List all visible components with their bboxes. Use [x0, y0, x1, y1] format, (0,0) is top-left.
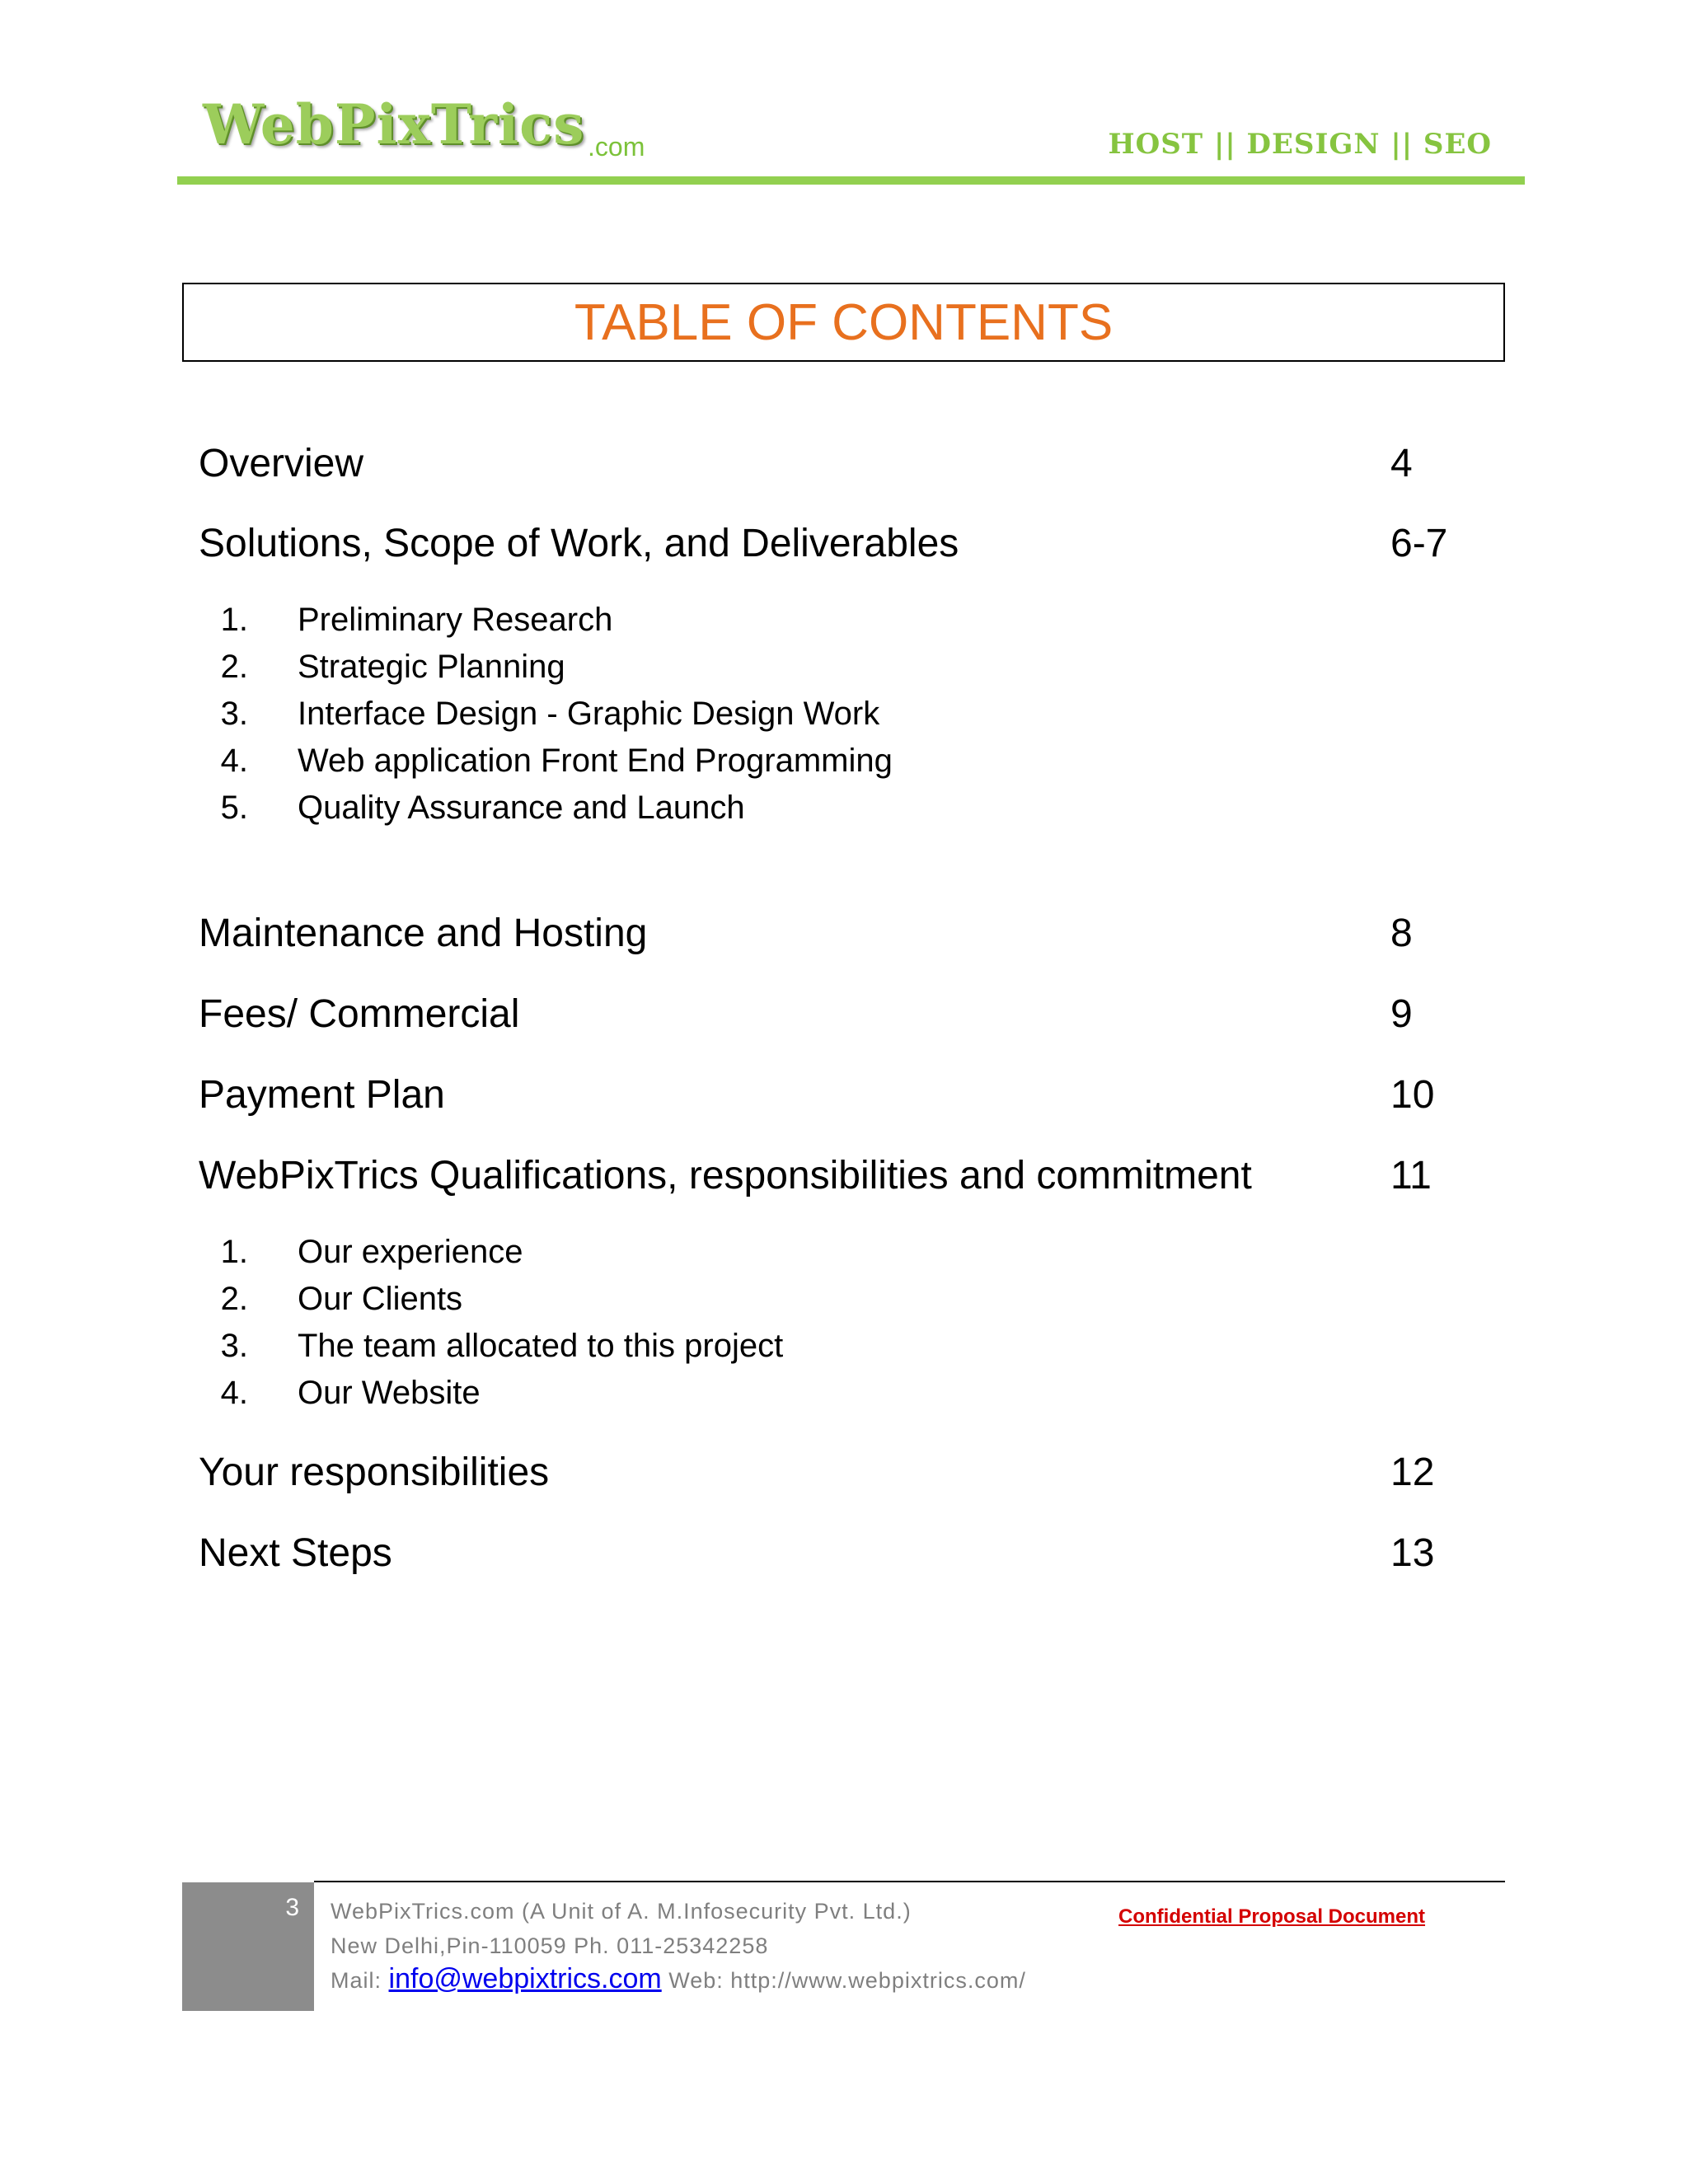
toc-entry-qualifications: WebPixTrics Qualifications, responsibilities and commitment: [199, 1154, 1252, 1197]
toc-page-maintenance: 8: [1390, 912, 1413, 955]
logo-domain-suffix: .com: [588, 132, 645, 162]
toc-entry-maintenance: Maintenance and Hosting: [199, 912, 648, 955]
toc-title: TABLE OF CONTENTS: [574, 293, 1114, 351]
webpixtrics-logo: WebPixTrics: [203, 92, 585, 157]
page-number: 3: [285, 1894, 299, 1921]
confidential-label: Confidential Proposal Document: [1118, 1905, 1426, 1928]
footer-company: WebPixTrics.com (A Unit of A. M.Infosecurity Pvt. Ltd.): [331, 1899, 912, 1924]
toc-entry-payment-plan: Payment Plan: [199, 1073, 445, 1117]
toc-title-box: [182, 283, 1505, 362]
toc-entry-overview: Overview: [199, 442, 364, 485]
footer-mail-link[interactable]: info@webpixtrics.com: [388, 1963, 662, 1994]
footer-mail-label: Mail:: [331, 1968, 382, 1993]
toc-entry-solutions: Solutions, Scope of Work, and Deliverables: [199, 522, 959, 565]
toc-page-payment-plan: 10: [1390, 1073, 1435, 1117]
toc-page-qualifications: 11: [1390, 1154, 1432, 1197]
page-footer: [0, 1871, 1688, 2019]
header-tagline: HOST || DESIGN || SEO: [1108, 128, 1492, 161]
toc-page-fees: 9: [1390, 992, 1413, 1036]
toc-page-your-responsibilities: 12: [1390, 1451, 1435, 1494]
footer-divider: [314, 1881, 1505, 1882]
toc-page-next-steps: 13: [1390, 1531, 1435, 1575]
page-number-box: [182, 1882, 314, 2011]
footer-contact: [331, 1963, 1026, 1995]
toc-entry-your-responsibilities: Your responsibilities: [199, 1451, 550, 1494]
toc-page-overview: 4: [1390, 442, 1413, 485]
header-divider: [177, 176, 1525, 185]
page-header: [0, 0, 1688, 198]
toc-entry-next-steps: Next Steps: [199, 1531, 392, 1575]
footer-address: New Delhi,Pin-110059 Ph. 011-25342258: [331, 1933, 769, 1958]
toc-page-solutions: 6-7: [1390, 522, 1448, 565]
toc-entry-fees: Fees/ Commercial: [199, 992, 520, 1036]
footer-web: Web: http://www.webpixtrics.com/: [668, 1968, 1026, 1993]
